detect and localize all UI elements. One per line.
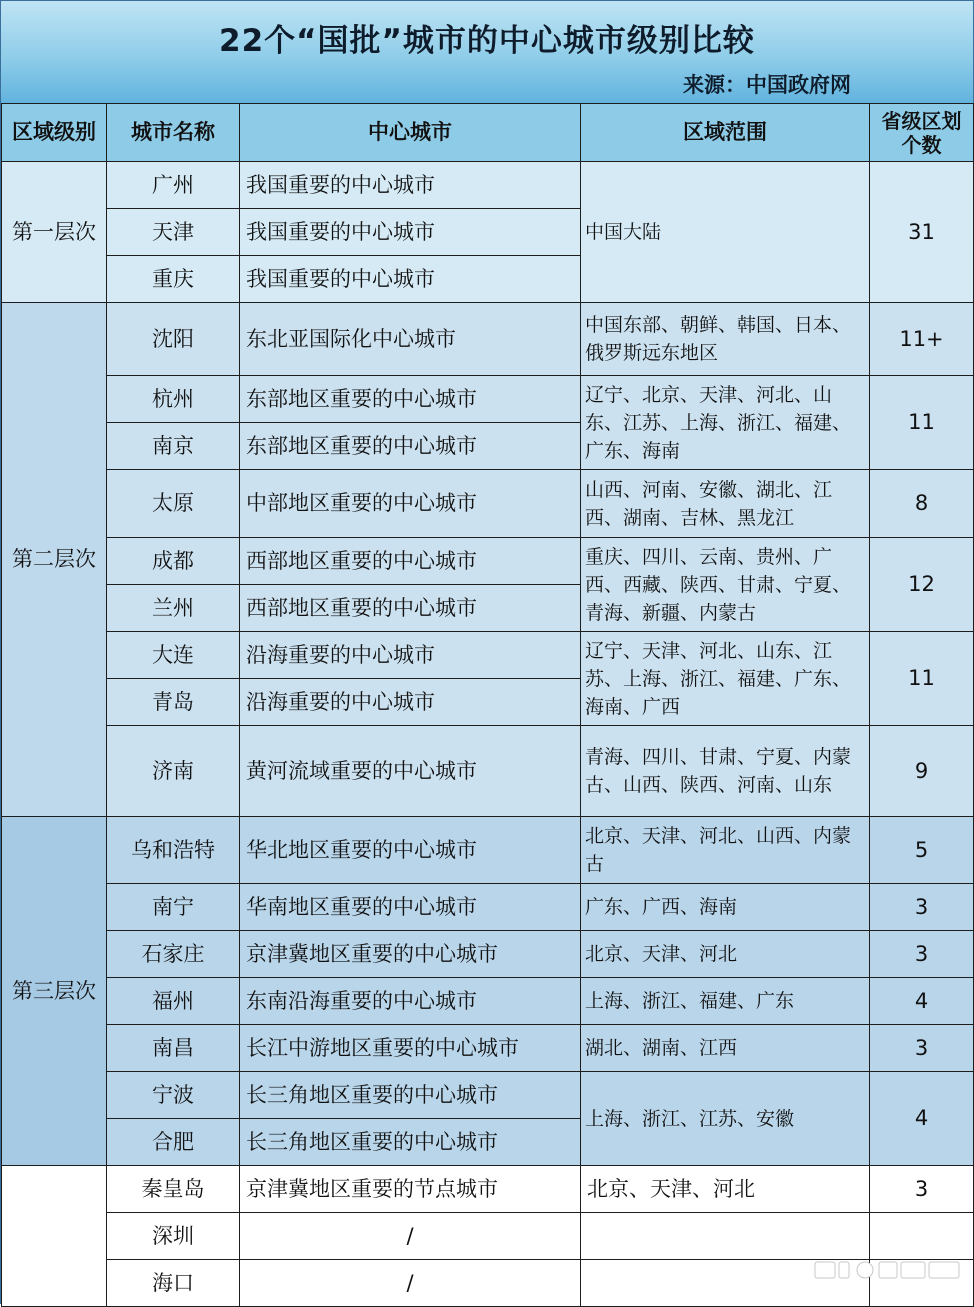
center-cell: 我国重要的中心城市 [240,162,581,209]
region-cell: 辽宁、天津、河北、山东、江苏、上海、浙江、福建、广东、海南、广西 [581,632,870,726]
city-cell: 深圳 [107,1213,240,1260]
region-cell: 辽宁、北京、天津、河北、山东、江苏、上海、浙江、福建、广东、海南 [581,376,870,470]
table-row [2,1213,974,1260]
table-row [2,162,974,209]
count-cell: 5 [870,817,974,884]
center-cell: 黄河流域重要的中心城市 [240,726,581,817]
center-cell: 东北亚国际化中心城市 [240,303,581,376]
col-header-city: 城市名称 [107,104,240,162]
table-row [2,817,974,884]
center-cell: 西部地区重要的中心城市 [240,585,581,632]
center-cell: 长三角地区重要的中心城市 [240,1072,581,1119]
center-cell: 华南地区重要的中心城市 [240,884,581,931]
center-cell: / [240,1213,581,1260]
table-row [2,884,974,931]
city-cell: 福州 [107,978,240,1025]
center-cell: 长江中游地区重要的中心城市 [240,1025,581,1072]
count-cell: 11+ [870,303,974,376]
region-cell: 湖北、湖南、江西 [581,1025,870,1072]
city-cell: 石家庄 [107,931,240,978]
center-cell: 华北地区重要的中心城市 [240,817,581,884]
city-cell: 沈阳 [107,303,240,376]
center-cell: / [240,1260,581,1307]
count-cell: 11 [870,632,974,726]
table-row [2,538,974,585]
col-header-level: 区域级别 [2,104,107,162]
count-cell: 8 [870,470,974,538]
count-cell: 31 [870,162,974,303]
city-cell: 成都 [107,538,240,585]
col-header-region: 区域范围 [581,104,870,162]
region-cell: 广东、广西、海南 [581,884,870,931]
center-cell: 长三角地区重要的中心城市 [240,1119,581,1166]
table-row [2,632,974,679]
city-cell: 兰州 [107,585,240,632]
city-cell: 天津 [107,209,240,256]
city-cell: 海口 [107,1260,240,1307]
table-row [2,376,974,423]
level-cell: 第三层次 [2,817,107,1166]
level-cell: 第二层次 [2,303,107,817]
title-banner [1,1,973,103]
count-cell: 12 [870,538,974,632]
table-row [2,1072,974,1119]
city-comparison-table [1,103,974,1307]
city-cell: 青岛 [107,679,240,726]
region-cell [581,1213,870,1260]
region-cell: 青海、四川、甘肃、宁夏、内蒙古、山西、陕西、河南、山东 [581,726,870,817]
table-row [2,726,974,817]
city-cell: 杭州 [107,376,240,423]
region-cell: 北京、天津、河北 [581,931,870,978]
count-cell: 3 [870,1166,974,1213]
city-cell: 广州 [107,162,240,209]
region-cell: 上海、浙江、福建、广东 [581,978,870,1025]
count-cell: 3 [870,1025,974,1072]
count-cell: 3 [870,931,974,978]
center-cell: 东部地区重要的中心城市 [240,376,581,423]
region-cell: 北京、天津、河北 [581,1166,870,1213]
region-cell: 上海、浙江、江苏、安徽 [581,1072,870,1166]
region-cell: 中国大陆 [581,162,870,303]
center-cell: 沿海重要的中心城市 [240,632,581,679]
watermark-logo [813,1259,963,1281]
table-row [2,1166,974,1213]
level-cell: 第一层次 [2,162,107,303]
center-cell: 西部地区重要的中心城市 [240,538,581,585]
city-cell: 济南 [107,726,240,817]
region-cell: 重庆、四川、云南、贵州、广西、西藏、陕西、甘肃、宁夏、青海、新疆、内蒙古 [581,538,870,632]
city-cell: 南宁 [107,884,240,931]
city-cell: 乌和浩特 [107,817,240,884]
count-cell: 4 [870,1072,974,1166]
table-row [2,931,974,978]
page-title: 22个“国批”城市的中心城市级别比较 [219,23,755,59]
count-cell: 9 [870,726,974,817]
region-cell: 中国东部、朝鲜、韩国、日本、俄罗斯远东地区 [581,303,870,376]
header-row [2,104,974,162]
city-cell: 重庆 [107,256,240,303]
city-cell: 南昌 [107,1025,240,1072]
center-cell: 京津冀地区重要的节点城市 [240,1166,581,1213]
city-cell: 南京 [107,423,240,470]
city-cell: 秦皇岛 [107,1166,240,1213]
city-cell: 合肥 [107,1119,240,1166]
center-cell: 我国重要的中心城市 [240,256,581,303]
center-cell: 东南沿海重要的中心城市 [240,978,581,1025]
count-cell: 11 [870,376,974,470]
center-cell: 沿海重要的中心城市 [240,679,581,726]
table-row [2,978,974,1025]
city-cell: 大连 [107,632,240,679]
count-cell [870,1213,974,1260]
count-cell: 4 [870,978,974,1025]
table-row [2,470,974,538]
center-cell: 中部地区重要的中心城市 [240,470,581,538]
table-row [2,303,974,376]
region-cell: 山西、河南、安徽、湖北、江西、湖南、吉林、黑龙江 [581,470,870,538]
center-cell: 东部地区重要的中心城市 [240,423,581,470]
col-header-count: 省级区划个数 [870,104,974,162]
center-cell: 京津冀地区重要的中心城市 [240,931,581,978]
city-cell: 宁波 [107,1072,240,1119]
level-cell [2,1166,107,1307]
center-cell: 我国重要的中心城市 [240,209,581,256]
col-header-center: 中心城市 [240,104,581,162]
region-cell: 北京、天津、河北、山西、内蒙古 [581,817,870,884]
table-row [2,1025,974,1072]
count-cell: 3 [870,884,974,931]
city-cell: 太原 [107,470,240,538]
source-note: 来源：中国政府网 [683,73,851,97]
